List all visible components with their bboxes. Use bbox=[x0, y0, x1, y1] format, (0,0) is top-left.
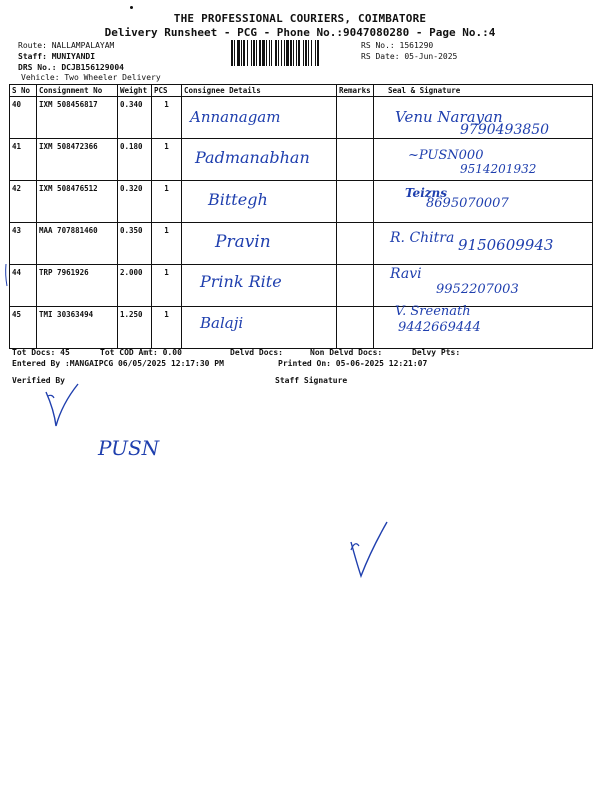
signature-phone: 9514201932 bbox=[460, 162, 537, 176]
pcs: 1 bbox=[152, 97, 182, 139]
pcs: 1 bbox=[152, 181, 182, 223]
consignee-handwriting: Padmanabhan bbox=[195, 148, 310, 167]
signature-handwriting: Teizns bbox=[405, 186, 448, 200]
col-weight: Weight bbox=[118, 85, 152, 97]
consignee-handwriting: Balaji bbox=[200, 314, 244, 332]
pcs: 1 bbox=[152, 223, 182, 265]
weight: 0.350 bbox=[118, 223, 152, 265]
initial-handwriting: PUSN bbox=[98, 436, 160, 460]
rs-date: RS Date: 05-Jun-2025 bbox=[361, 52, 458, 61]
table-header bbox=[10, 85, 593, 97]
signature-phone: 9442669444 bbox=[398, 320, 481, 335]
pcs: 1 bbox=[152, 265, 182, 307]
signature-handwriting: ~PUSN000 bbox=[408, 148, 484, 163]
delivery-points: Delvy Pts: bbox=[412, 348, 461, 357]
vehicle-label: Vehicle: Two Wheeler Delivery bbox=[21, 73, 161, 82]
remarks-cell bbox=[337, 223, 374, 265]
total-cod-amount: Tot COD Amt: 0.00 bbox=[100, 348, 182, 357]
company-title: THE PROFESSIONAL COURIERS, COIMBATORE bbox=[173, 12, 427, 25]
consignee-handwriting: Pravin bbox=[215, 232, 271, 252]
sno: 45 bbox=[10, 307, 37, 349]
col-signature: Seal & Signature bbox=[374, 85, 593, 97]
consignee-handwriting: Annanagam bbox=[190, 108, 281, 126]
ink-dot bbox=[130, 6, 133, 9]
remarks-cell bbox=[337, 97, 374, 139]
remarks-cell bbox=[337, 181, 374, 223]
weight: 2.000 bbox=[118, 265, 152, 307]
non-delivered-docs: Non Delvd Docs: bbox=[310, 348, 383, 357]
sno: 40 bbox=[10, 97, 37, 139]
col-consignee: Consignee Details bbox=[182, 85, 337, 97]
sno: 44 bbox=[10, 265, 37, 307]
remarks-cell bbox=[337, 265, 374, 307]
pcs: 1 bbox=[152, 139, 182, 181]
pcs: 1 bbox=[152, 307, 182, 349]
consignment-no: IXM 508472366 bbox=[37, 139, 118, 181]
signature-handwriting: Ravi bbox=[390, 266, 422, 282]
signature-handwriting: V. Sreenath bbox=[395, 304, 471, 319]
rs-number: RS No.: 1561290 bbox=[361, 41, 434, 50]
remarks-cell bbox=[337, 139, 374, 181]
route-label: Route: NALLAMPALAYAM bbox=[18, 41, 115, 50]
drs-number: DRS No.: DCJB156129004 bbox=[18, 63, 124, 72]
weight: 0.320 bbox=[118, 181, 152, 223]
pen-mark bbox=[2, 262, 10, 288]
table-row bbox=[10, 307, 593, 349]
consignee-handwriting: Prink Rite bbox=[200, 272, 282, 291]
weight: 1.250 bbox=[118, 307, 152, 349]
entered-by: Entered By :MANGAIPCG 06/05/2025 12:17:30 PM bbox=[12, 359, 224, 368]
weight: 0.180 bbox=[118, 139, 152, 181]
signature-phone: 9952207003 bbox=[436, 282, 519, 297]
total-docs: Tot Docs: 45 bbox=[12, 348, 70, 357]
consignment-no: TMI 30363494 bbox=[37, 307, 118, 349]
col-remarks: Remarks bbox=[337, 85, 374, 97]
staff-signature-label: Staff Signature bbox=[275, 376, 348, 385]
staff-label: Staff: MUNIYANDI bbox=[18, 52, 96, 61]
printed-on: Printed On: 05-06-2025 12:21:07 bbox=[278, 359, 428, 368]
signature-phone: 8695070007 bbox=[426, 196, 509, 211]
verified-by-label: Verified By bbox=[12, 376, 65, 385]
weight: 0.340 bbox=[118, 97, 152, 139]
consignment-no: TRP 7961926 bbox=[37, 265, 118, 307]
staff-check-mark bbox=[345, 520, 390, 580]
sno: 43 bbox=[10, 223, 37, 265]
col-pcs: PCS bbox=[152, 85, 182, 97]
sno: 41 bbox=[10, 139, 37, 181]
sno: 42 bbox=[10, 181, 37, 223]
signature-phone: 9790493850 bbox=[460, 122, 550, 138]
consignment-no: IXM 508476512 bbox=[37, 181, 118, 223]
col-sno: S No bbox=[10, 85, 37, 97]
remarks-cell bbox=[337, 307, 374, 349]
consignment-no: IXM 508456817 bbox=[37, 97, 118, 139]
barcode bbox=[231, 40, 355, 66]
signature-handwriting: Venu Narayan bbox=[395, 108, 503, 126]
delivered-docs: Delvd Docs: bbox=[230, 348, 283, 357]
col-consignment: Consignment No bbox=[37, 85, 118, 97]
consignment-no: MAA 707881460 bbox=[37, 223, 118, 265]
consignee-handwriting: Bittegh bbox=[208, 190, 268, 209]
signature-handwriting: R. Chitra bbox=[390, 230, 455, 246]
verified-check-mark bbox=[40, 382, 80, 432]
runsheet-subtitle: Delivery Runsheet - PCG - Phone No.:9047080280 - Page No.:4 bbox=[104, 26, 496, 39]
signature-phone: 9150609943 bbox=[458, 236, 554, 254]
